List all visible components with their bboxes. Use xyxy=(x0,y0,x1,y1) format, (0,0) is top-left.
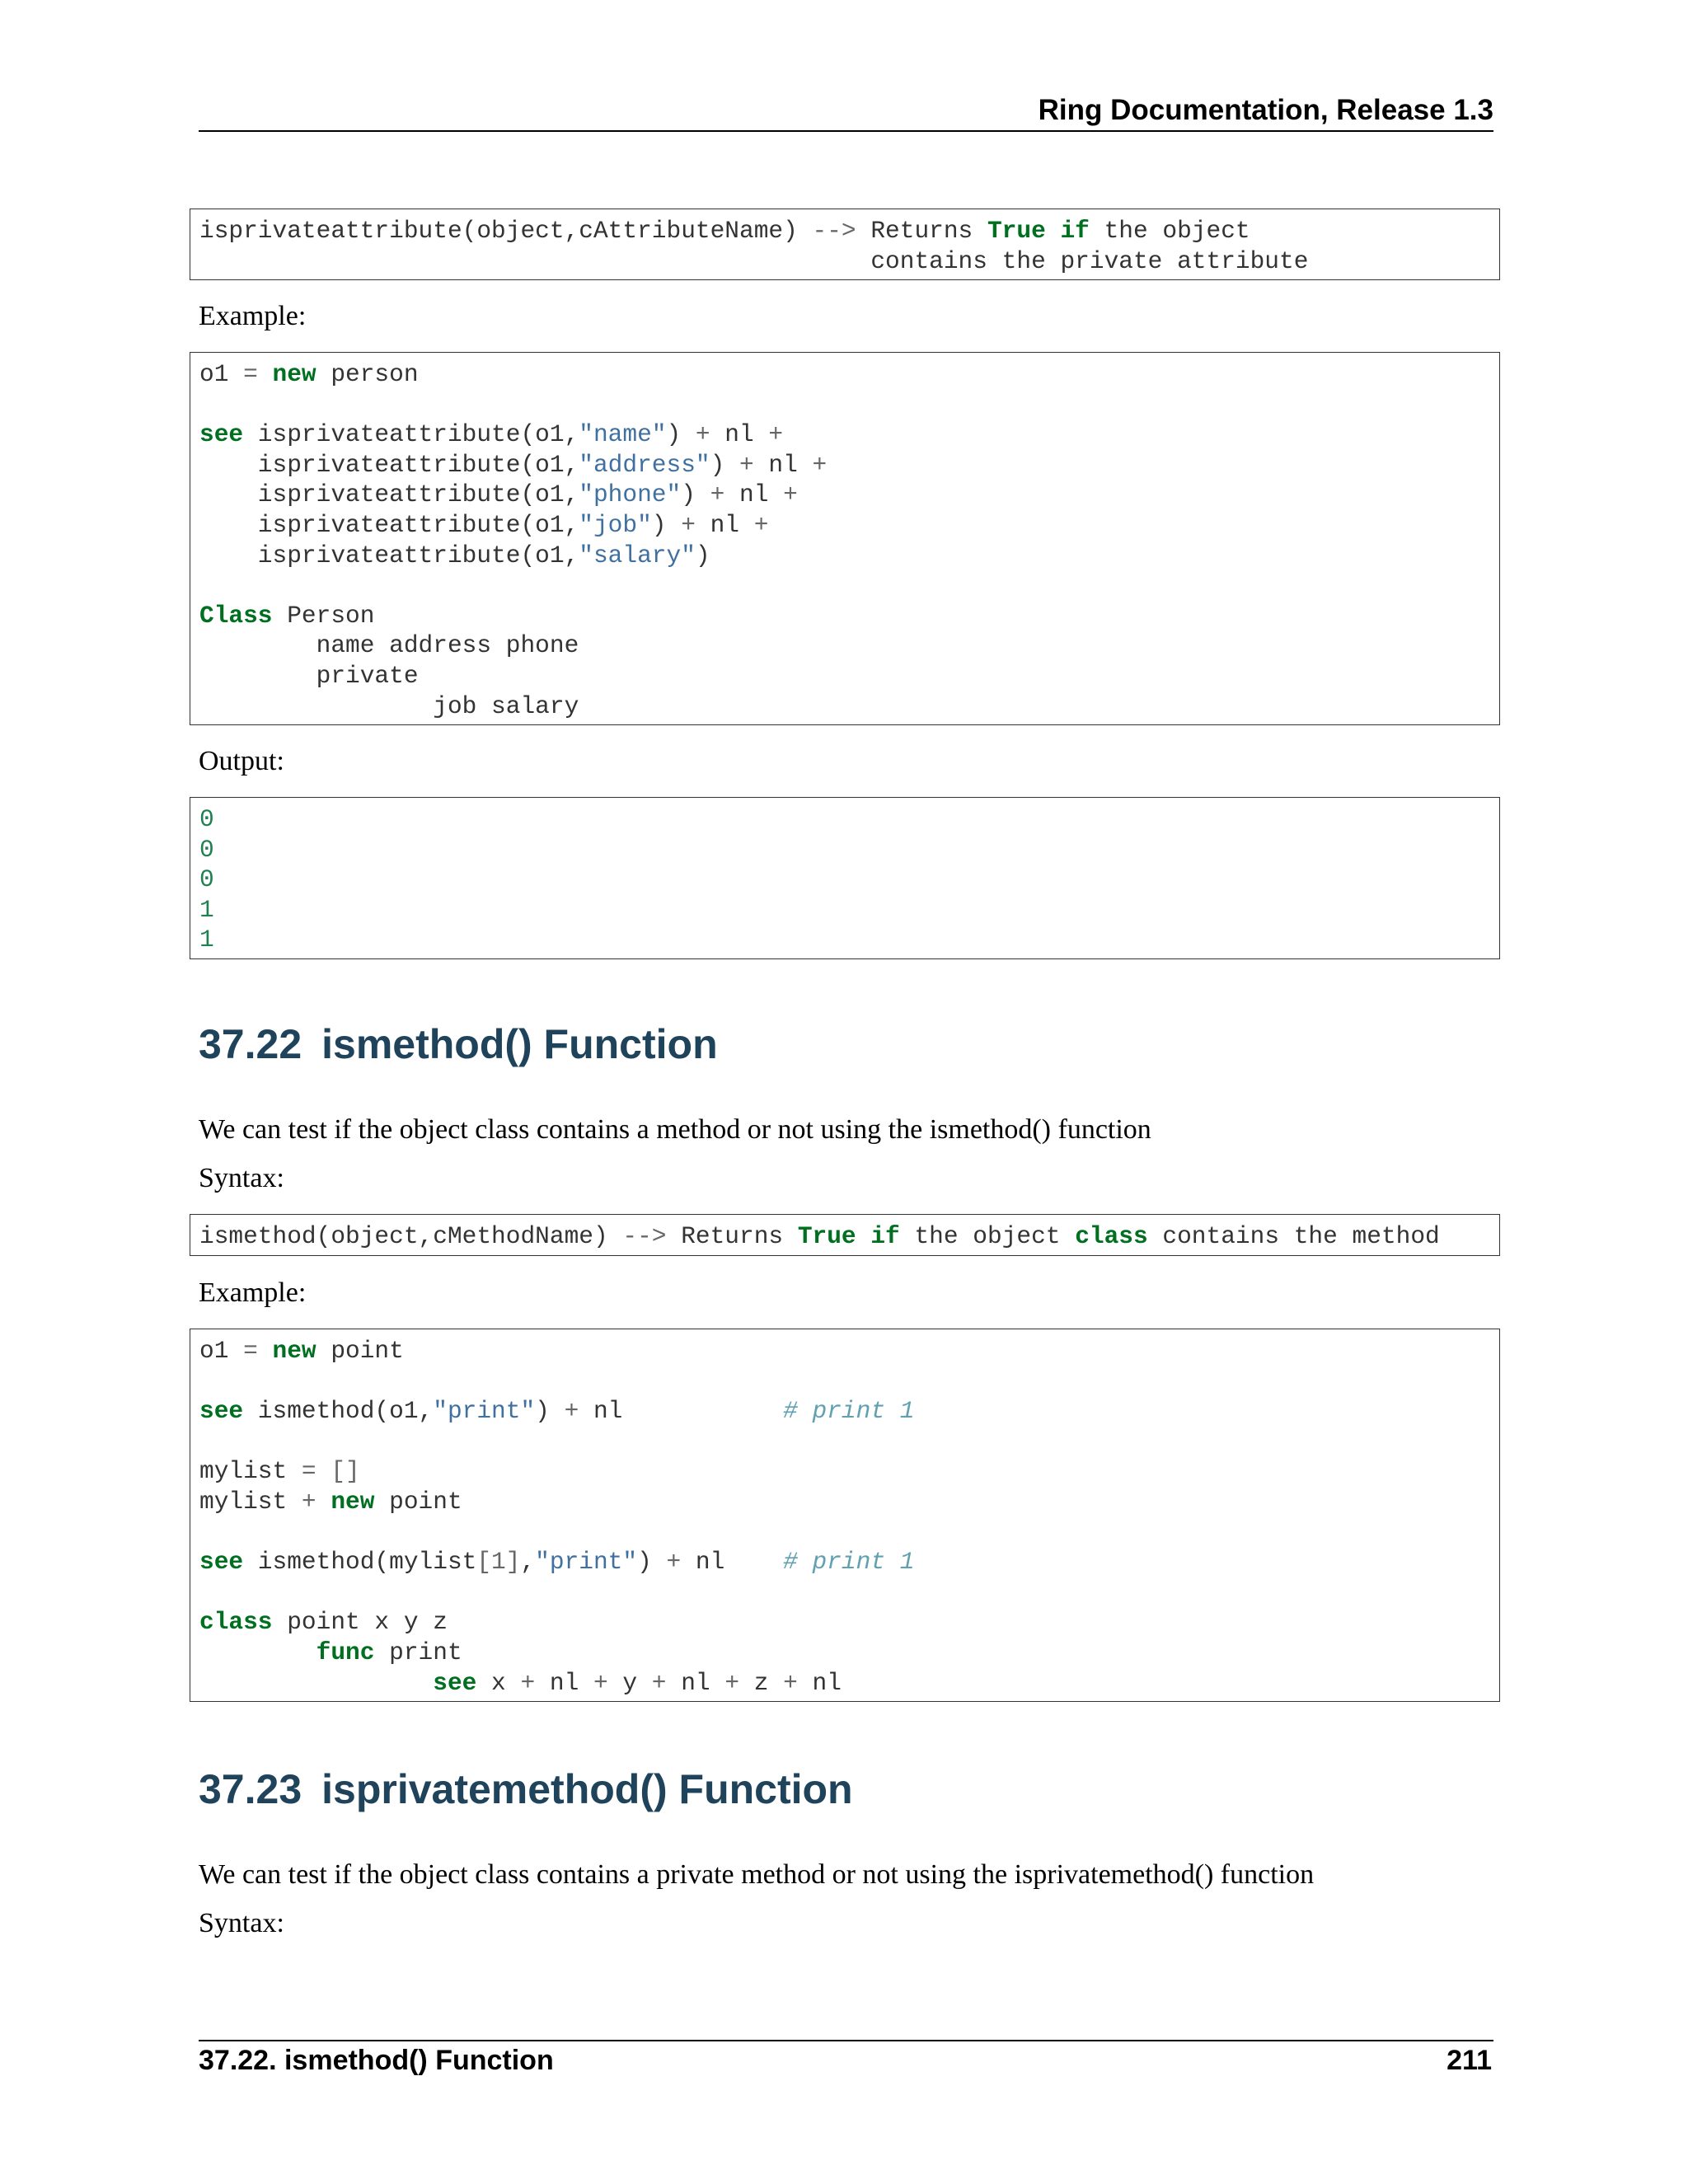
code-token xyxy=(258,1337,273,1365)
code-line xyxy=(199,661,1490,691)
code-token: + xyxy=(564,1397,579,1426)
code-line xyxy=(199,1221,1490,1252)
code-token: , xyxy=(520,1548,536,1577)
code-token: isprivateattribute(o1, xyxy=(199,541,579,569)
code-token: "name" xyxy=(579,420,667,449)
code-token: + xyxy=(812,450,828,479)
code-token: class xyxy=(1075,1222,1148,1250)
code-line xyxy=(199,390,1490,420)
code-token: + xyxy=(695,420,710,449)
code-token: see xyxy=(199,1397,244,1426)
section-title: isprivatemethod() Function xyxy=(321,1766,853,1812)
code-token: "job" xyxy=(579,510,652,539)
code-token: = xyxy=(243,1337,258,1365)
code-token: job salary xyxy=(199,691,579,720)
code-token: see xyxy=(199,1548,244,1577)
code-block-example-isprivateattribute xyxy=(190,352,1500,725)
code-token: Person xyxy=(272,601,375,630)
example-label: Example: xyxy=(199,1277,307,1308)
code-token: o1 xyxy=(199,360,244,388)
code-line xyxy=(199,480,1490,510)
code-token: mylist xyxy=(199,1487,302,1516)
code-token: + xyxy=(739,450,754,479)
code-line xyxy=(199,925,1490,955)
running-header-title: Ring Documentation, Release 1.3 xyxy=(1038,94,1493,126)
code-line xyxy=(199,450,1490,480)
code-token: ) xyxy=(535,1397,565,1426)
code-token: nl xyxy=(724,480,784,509)
code-line xyxy=(199,691,1490,722)
code-line xyxy=(199,570,1490,601)
syntax-label: Syntax: xyxy=(199,1908,284,1938)
code-token: + xyxy=(768,420,784,449)
code-token: x xyxy=(476,1668,521,1697)
code-token: mylist xyxy=(199,1457,302,1486)
code-token: ) xyxy=(666,420,696,449)
code-token: contains the method xyxy=(1147,1222,1440,1250)
code-token: [1] xyxy=(476,1548,521,1577)
code-token: nl xyxy=(579,1397,784,1426)
code-token: isprivateattribute(o1, xyxy=(243,420,579,449)
code-token: True xyxy=(797,1222,856,1250)
output-label: Output: xyxy=(199,746,284,776)
code-token: nl xyxy=(535,1668,593,1697)
code-line xyxy=(199,1336,1490,1366)
code-token: ) xyxy=(681,480,710,509)
code-line xyxy=(199,1547,1490,1577)
code-line xyxy=(199,1577,1490,1608)
code-token: 0 xyxy=(199,835,214,864)
code-token: if xyxy=(1060,217,1090,245)
code-token: ismethod(mylist xyxy=(243,1548,477,1577)
code-token: point x y z xyxy=(272,1608,448,1637)
code-token: nl xyxy=(666,1668,725,1697)
code-token: see xyxy=(433,1668,477,1697)
code-token: o1 xyxy=(199,1337,244,1365)
code-token: "address" xyxy=(579,450,710,479)
code-token: --> xyxy=(812,217,856,245)
code-token: point xyxy=(316,1337,404,1365)
code-token: + xyxy=(710,480,725,509)
code-token: + xyxy=(681,510,696,539)
code-token: 0 xyxy=(199,865,214,894)
code-token: class xyxy=(199,1608,273,1637)
code-token: = xyxy=(243,360,258,388)
code-token: if xyxy=(870,1222,900,1250)
code-token xyxy=(856,1222,871,1250)
code-token: + xyxy=(724,1668,740,1697)
code-token: 1 xyxy=(199,895,214,924)
code-token: the object xyxy=(1089,217,1250,245)
code-token: --> xyxy=(622,1222,667,1250)
code-token: "print" xyxy=(433,1397,536,1426)
section-intro-ismethod: We can test if the object class contains a method or not using the ismethod() function xyxy=(199,1114,1151,1145)
code-line xyxy=(199,895,1490,926)
code-token: + xyxy=(520,1668,536,1697)
code-token: contains the private attribute xyxy=(199,246,1309,275)
code-line xyxy=(199,1366,1490,1397)
code-line xyxy=(199,359,1490,390)
code-line xyxy=(199,865,1490,895)
code-block-syntax-isprivateattribute xyxy=(190,209,1500,280)
code-token: ) xyxy=(651,510,682,539)
section-intro-isprivatemethod: We can test if the object class contains a private method or not using the isprivatemethod() function xyxy=(199,1859,1315,1890)
footer-page-number: 211 xyxy=(1447,2045,1492,2076)
section-title: ismethod() Function xyxy=(321,1021,718,1067)
footer-section-title: 37.22. ismethod() Function xyxy=(199,2045,554,2076)
section-heading-isprivatemethod xyxy=(199,1765,853,1813)
code-token: = xyxy=(301,1457,316,1486)
code-line xyxy=(199,1638,1490,1668)
code-token xyxy=(199,1638,316,1666)
code-token: nl xyxy=(753,450,813,479)
code-line xyxy=(199,835,1490,865)
code-token xyxy=(316,1457,331,1485)
code-token: nl xyxy=(695,510,754,539)
code-token: isprivateattribute(o1, xyxy=(199,480,579,509)
code-token: # print 1 xyxy=(783,1548,915,1577)
code-line xyxy=(199,1396,1490,1427)
code-line xyxy=(199,804,1490,835)
code-token: + xyxy=(753,510,769,539)
code-token: private xyxy=(199,661,419,690)
code-token xyxy=(199,1669,433,1697)
code-token: + xyxy=(783,480,798,509)
code-token xyxy=(258,360,273,388)
code-token: ) xyxy=(637,1548,667,1577)
code-token: isprivateattribute(o1, xyxy=(199,510,579,539)
code-token: + xyxy=(666,1548,682,1577)
code-line xyxy=(199,1456,1490,1487)
code-token: # print 1 xyxy=(783,1397,915,1426)
code-token: + xyxy=(593,1668,608,1697)
section-number: 37.22 xyxy=(199,1021,302,1067)
code-line xyxy=(199,216,1490,246)
code-line xyxy=(199,510,1490,541)
code-token: point xyxy=(374,1487,462,1516)
header-rule xyxy=(199,130,1493,132)
code-token: new xyxy=(272,360,316,388)
section-number: 37.23 xyxy=(199,1766,302,1812)
code-token: Class xyxy=(199,601,273,630)
code-token: ) xyxy=(710,450,740,479)
code-token: ismethod(o1, xyxy=(243,1397,434,1426)
code-token: True xyxy=(987,217,1046,245)
code-line xyxy=(199,1487,1490,1517)
code-token: + xyxy=(301,1487,316,1516)
code-token: see xyxy=(199,420,244,449)
code-token: 0 xyxy=(199,805,214,833)
code-token: nl xyxy=(710,420,769,449)
code-token: Returns xyxy=(856,217,987,245)
code-line xyxy=(199,1517,1490,1548)
code-token: "phone" xyxy=(579,480,682,509)
code-token: + xyxy=(783,1668,798,1697)
code-token: func xyxy=(316,1638,375,1666)
code-token: z xyxy=(739,1668,784,1697)
code-token: y xyxy=(607,1668,652,1697)
code-block-syntax-ismethod xyxy=(190,1214,1500,1256)
section-heading-ismethod xyxy=(199,1020,718,1068)
code-block-output-isprivateattribute xyxy=(190,797,1500,959)
code-token: new xyxy=(331,1487,375,1516)
code-line xyxy=(199,630,1490,661)
code-token: new xyxy=(272,1337,316,1365)
code-token: name address phone xyxy=(199,631,579,660)
code-token: ) xyxy=(695,541,710,569)
code-token: the object xyxy=(899,1222,1076,1250)
code-token: "print" xyxy=(535,1548,638,1577)
code-line xyxy=(199,1607,1490,1638)
syntax-label: Syntax: xyxy=(199,1163,284,1193)
code-token: Returns xyxy=(666,1222,798,1250)
code-token: isprivateattribute(o1, xyxy=(199,450,579,479)
code-token: [] xyxy=(331,1457,360,1486)
code-token: person xyxy=(316,360,419,388)
code-line xyxy=(199,601,1490,631)
code-token: + xyxy=(651,1668,667,1697)
code-token: isprivateattribute(object,cAttributeName) xyxy=(199,217,813,245)
code-token: "salary" xyxy=(579,541,696,569)
code-token: 1 xyxy=(199,926,214,954)
code-line xyxy=(199,419,1490,450)
code-token xyxy=(1046,217,1061,245)
footer-rule xyxy=(199,2040,1493,2041)
example-label: Example: xyxy=(199,301,307,331)
code-token: nl xyxy=(681,1548,784,1577)
code-token xyxy=(316,1488,331,1516)
code-line xyxy=(199,541,1490,571)
code-token: ismethod(object,cMethodName) xyxy=(199,1222,623,1250)
code-line xyxy=(199,1427,1490,1457)
code-line xyxy=(199,1668,1490,1699)
code-token: nl xyxy=(797,1668,842,1697)
code-token: print xyxy=(374,1638,462,1666)
code-line xyxy=(199,246,1490,277)
code-block-example-ismethod xyxy=(190,1329,1500,1702)
